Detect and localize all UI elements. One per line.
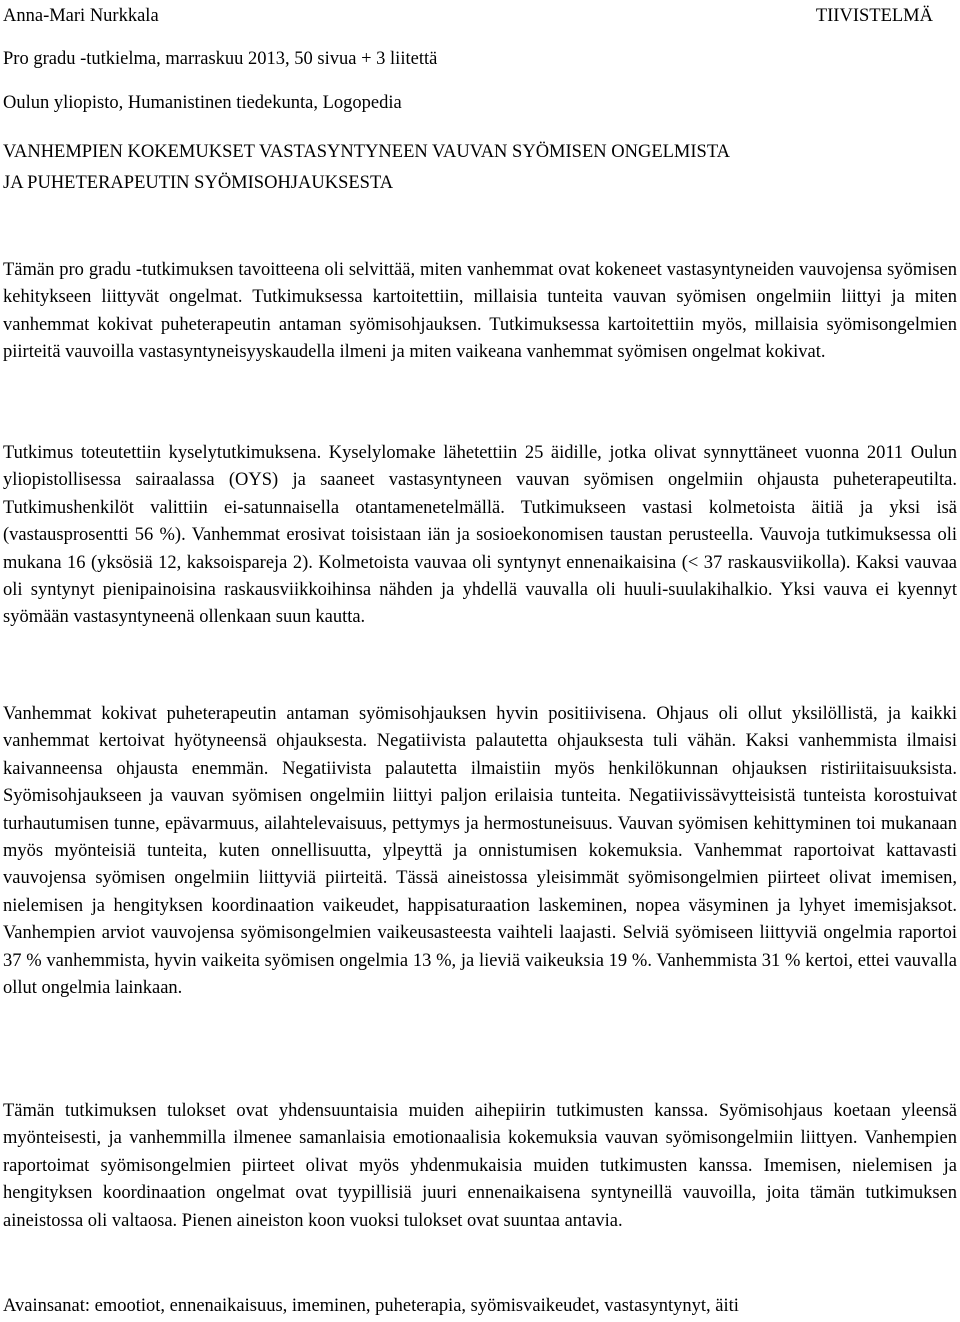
thesis-info: Pro gradu -tutkielma, marraskuu 2013, 50 sivua + 3 liitettä [3,49,438,69]
institution-info: Oulun yliopisto, Humanistinen tiedekunta, Logopedia [3,93,402,113]
document-type-label: TIIVISTELMÄ [815,6,933,26]
abstract-paragraph-aim: Tämän pro gradu -tutkimuksen tavoitteena oli selvittää, miten vanhemmat ovat kokeneet vastasyntyneiden vauvojensa syömisen kehitykseen liittyvät ongelmat. Tutkimuksessa kartoitettiin, millaisia tunteita vauvan syömisen ongelmiin liittyi ja miten vanhemmat kokivat puheterapeutin antaman syömisohjauksen. Tutkimuksessa kartoitettiin myös, millaisia syömisongelmien piirteitä vauvoilla vastasyntyneisyyskaudella ilmeni ja miten vaikeana vanhemmat syömisen ongelmat kokivat. [3,260,957,363]
abstract-paragraph-conclusions: Tämän tutkimuksen tulokset ovat yhdensuuntaisia muiden aihepiirin tutkimusten kanssa. Syömisohjaus koetaan yleensä myönteisesti, ja vanhemmilla ilmenee samanlaisia emotionaalisia kokemuksia vauvan syömisongelmiin liittyen. Vanhempien raportoimat syömisongelmien piirteet olivat myös yhdenmukaisia muiden tutkimusten kanssa. Imemisen, nielemisen ja hengityksen koordinaation ongelmat ovat tyypillisiä juuri ennenaikaisena syntyneillä vauvoilla, joita tämän tutkimuksen aineistossa oli valtaosa. Pienen aineiston koon vuoksi tulokset ovat suuntaa antavia. [3,1101,957,1231]
thesis-title [3,137,957,199]
abstract-paragraph-method: Tutkimus toteutettiin kyselytutkimuksena. Kyselylomake lähetettiin 25 äidille, jotka olivat synnyttäneet vuonna 2011 Oulun yliopistollisessa sairaalassa (OYS) ja saaneet vastasyntyneen vauvan syömisen ongelmiin ohjausta puheterapeutilta. Tutkimushenkilöt valittiin ei-satunnaisella otantamenetelmällä. Tutkimukseen vastasi kolmetoista äitiä ja yksi isä (vastausprosentti 56 %). Vanhemmat erosivat toisistaan iän ja sosioekonomisen taustan perusteella. Vauvoja tutkimuksessa oli mukana 16 (yksösiä 12, kaksoispareja 2). Kolmetoista vauvaa oli syntynyt ennenaikaisina (< 37 raskausviikolla). Kaksi vauvaa oli syntynyt pienipainoisina raskausviikkoihinsa nähden ja yhdellä vauvalla oli huuli-suulakihalkio. Yksi vauva ei kyennyt syömään vastasyntyneenä ollenkaan suun kautta. [3,443,957,628]
keywords-line: Avainsanat: emootiot, ennenaikaisuus, imeminen, puheterapia, syömisvaikeudet, vastasyntynyt, äiti [3,1296,739,1316]
abstract-paragraph-results: Vanhemmat kokivat puheterapeutin antaman syömisohjauksen hyvin positiivisena. Ohjaus oli ollut yksilöllistä, ja kaikki vanhemmat kertoivat hyötyneensä ohjauksesta. Negatiivista palautetta ohjauksesta tuli vähän. Kaksi vanhemmista ilmaisi kaivanneensa ohjausta enemmän. Negatiivista palautetta ilmaistiin myös henkilökunnan ohjauksen ristiriitaisuuksista. Syömisohjaukseen ja vauvan syömisen ongelmiin liittyi paljon erilaisia tunteita. Negatiivissävytteisistä tunteista korostuivat turhautumisen tunne, epävarmuus, ailahtelevaisuus, pettymys ja hermostuneisuus. Vauvan syömisen kehittyminen toi mukanaan myös myönteisiä tunteita, kuten onnellisuutta, ylpeyttä ja onnistumisen kokemuksia. Vanhemmat raportoivat kattavasti vauvojensa syömisen ongelmiin liittyviä piirteitä. Tässä aineistossa yleisimmät syömisongelmien piirteet olivat imemisen, nielemisen ja hengityksen koordinaation vaikeudet, happisaturaation laskeminen, nopea väsyminen ja lyhyet imemisjaksot. Vanhempien arviot vauvojensa syömisongelmien vaikeusasteesta vaihteli laajasti. Selviä syömiseen liittyviä ongelmia raportoi 37 % vanhemmista, hyvin vaikeita syömisen ongelmia 13 %, ja lieviä vaikeuksia 19 %. Vanhemmista 31 % kertoi, ettei vauvalla ollut ongelmia lainkaan. [3,704,957,999]
thesis-title-line-1: VANHEMPIEN KOKEMUKSET VASTASYNTYNEEN VAUVAN SYÖMISEN ONGELMISTA [3,142,730,162]
thesis-title-line-2: JA PUHETERAPEUTIN SYÖMISOHJAUKSESTA [3,173,394,193]
author-name: Anna-Mari Nurkkala [3,6,159,26]
header-row [3,3,957,29]
